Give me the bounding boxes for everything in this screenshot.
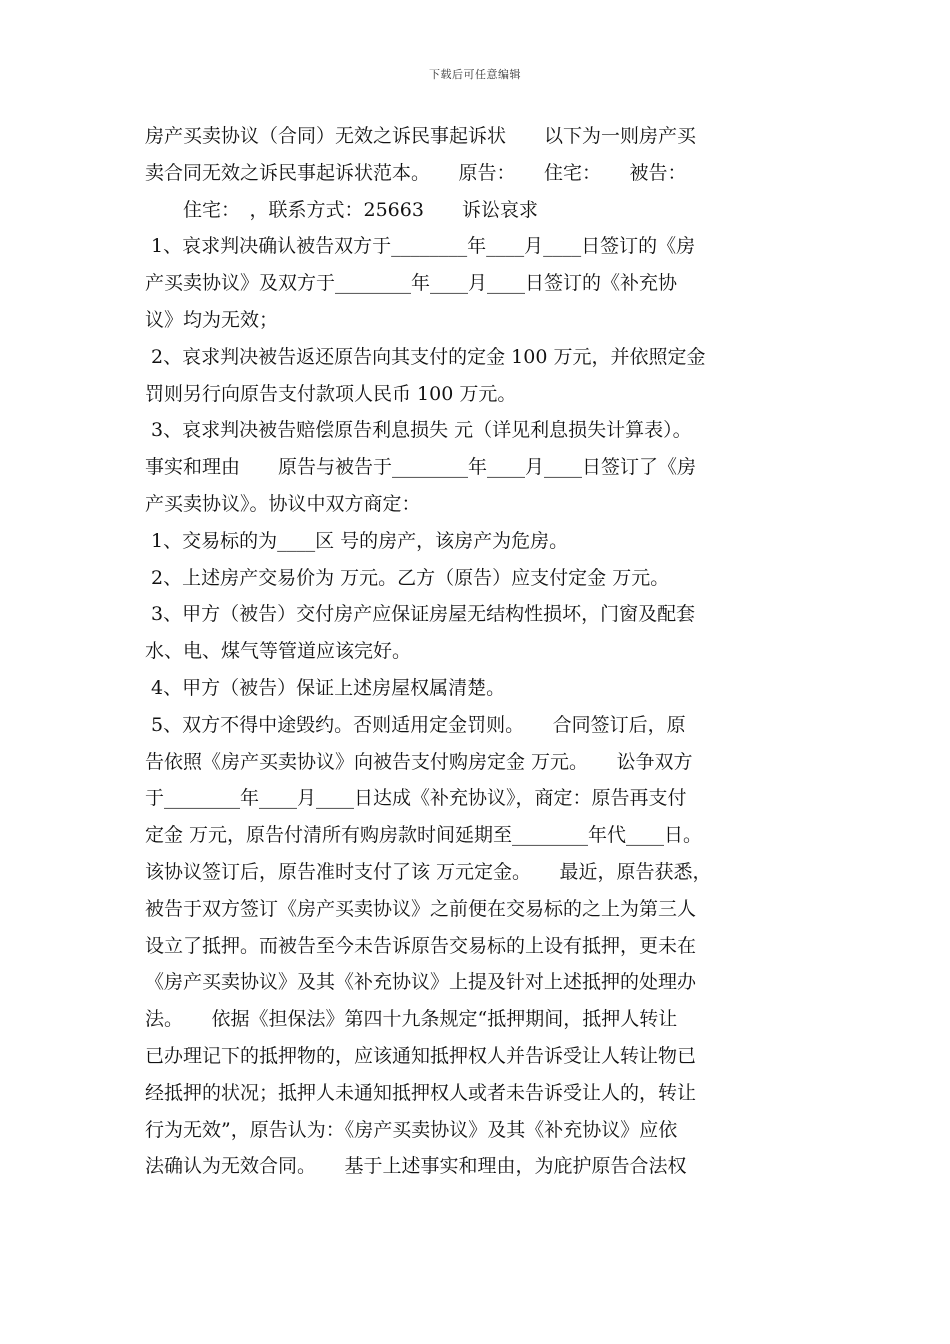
text-line: 设立了抵押。而被告至今未告诉原告交易标的上设有抵押，更未在 [145, 934, 697, 957]
text-line: 2、上述房产交易价为 万元。乙方（原告）应支付定金 万元。 [145, 566, 670, 589]
text-line: 3、哀求判决被告赔偿原告利息损失 元（详见利息损失计算表）。 [145, 419, 692, 442]
text-line: 1、哀求判决确认被告双方于________年____月____日签订的《房 [145, 235, 696, 258]
text-line: 房产买卖协议（合同）无效之诉民事起诉状 以下为一则房产买 [145, 125, 697, 147]
text-line: 卖合同无效之诉民事起诉状范本。 原告： 住宅： 被告： [145, 161, 687, 184]
document-body [145, 118, 813, 1185]
text-line: 水、电、煤气等管道应该完好。 [145, 640, 412, 663]
text-line: 罚则另行向原告支付款项人民币 100 万元。 [145, 382, 517, 405]
text-line: 产买卖协议》。协议中双方商定： [145, 492, 421, 515]
text-line: 经抵押的状况；抵押人未通知抵押权人或者未告诉受让人的，转让 [145, 1081, 697, 1104]
text-line: 《房产买卖协议》及其《补充协议》上提及针对上述抵押的处理办 [145, 971, 697, 994]
text-line: 2、哀求判决被告返还原告向其支付的定金 100 万元，并依照定金 [145, 345, 706, 368]
text-line: 产买卖协议》及双方于________年____月____日签订的《补充协 [145, 272, 678, 295]
text-line: 住宅： ，联系方式：25663 诉讼哀求 [145, 198, 538, 221]
text-line: 被告于双方签订《房产买卖协议》之前便在交易标的之上为第三人 [145, 897, 697, 920]
text-line: 4、甲方（被告）保证上述房屋权属清楚。 [145, 676, 506, 699]
text-line: 法。 依据《担保法》第四十九条规定“抵押期间，抵押人转让 [145, 1008, 678, 1031]
text-line: 3、甲方（被告）交付房产应保证房屋无结构性损坏，门窗及配套 [145, 603, 696, 626]
text-line: 该协议签订后，原告准时支付了该 万元定金。 最近，原告获悉， [145, 860, 712, 883]
text-line: 行为无效”，原告认为：《房产买卖协议》及其《补充协议》应依 [145, 1118, 678, 1141]
text-line: 事实和理由 原告与被告于________年____月____日签订了《房 [145, 456, 697, 479]
text-line: 于________年____月____日达成《补充协议》，商定：原告再支付 [145, 787, 687, 810]
text-line: 告依照《房产买卖协议》向被告支付购房定金 万元。 讼争双方 [145, 750, 693, 773]
text-line: 议》均为无效； [145, 308, 279, 331]
text-line: 1、交易标的为____区 号的房产，该房产为危房。 [145, 529, 569, 552]
text-line: 定金 万元，原告付清所有购房款时间延期至________年代____日。 [145, 824, 703, 847]
text-line: 已办理记下的抵押物的，应该通知抵押权人并告诉受让人转让物已 [145, 1044, 697, 1067]
text-line: 5、双方不得中途毁约。否则适用定金罚则。 合同签订后，原 [145, 713, 686, 736]
text-line: 法确认为无效合同。 基于上述事实和理由，为庇护原告合法权 [145, 1155, 687, 1178]
page-header: 下载后可任意编辑 [429, 68, 521, 81]
